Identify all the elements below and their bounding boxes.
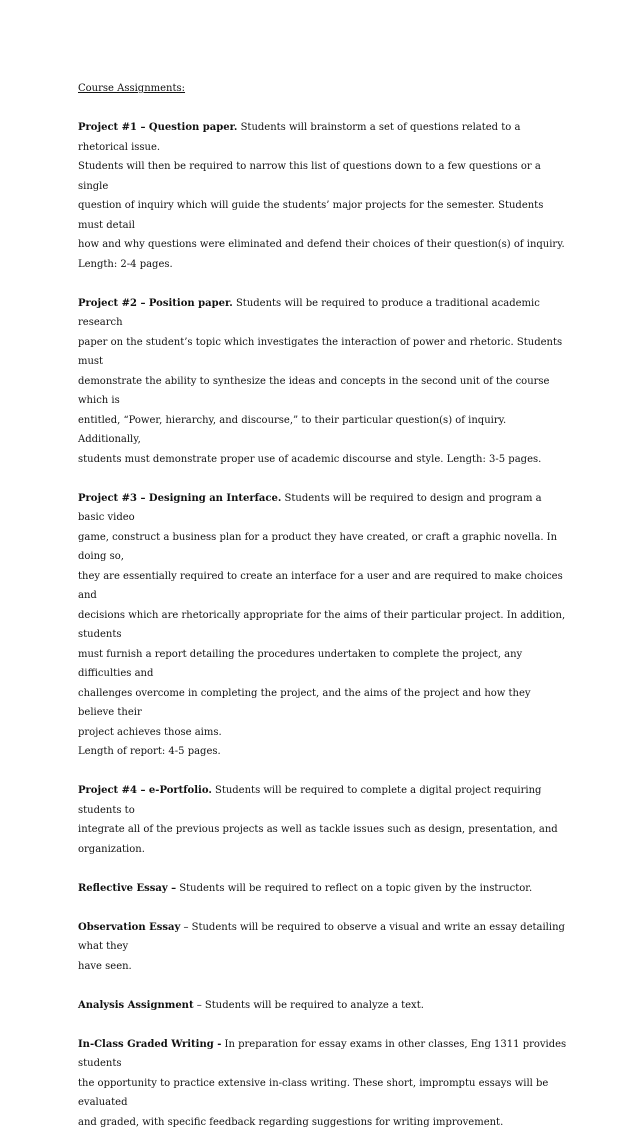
paragraph-line: Students will brainstorm a set of questions related to a rhetorical issue.	[78, 122, 520, 153]
paragraph-line: students must demonstrate proper use of academic discourse and style. Length: 3-5 pages.	[78, 454, 541, 465]
paragraph-line: project achieves those aims.	[78, 727, 222, 738]
paragraph-line: – Students will be required to observe a visual and write an essay detailing what they	[78, 922, 565, 953]
paragraph-project-2	[78, 294, 568, 470]
paragraph-line: Students will be required to complete a digital project requiring students to	[78, 785, 541, 816]
document-body	[78, 79, 568, 1132]
paragraph-line: Length of report: 4-5 pages.	[78, 746, 221, 757]
paragraph-line: decisions which are rhetorically appropriate for the aims of their particular project. In addition, students	[78, 610, 565, 641]
paragraph-line: Students will be required to design and program a basic video	[78, 493, 542, 524]
paragraph-line: Students will be required to reflect on a topic given by the instructor.	[176, 883, 532, 894]
paragraph-title: In-Class Graded Writing -	[78, 1039, 221, 1050]
paragraph-line: challenges overcome in completing the project, and the aims of the project and how they believe their	[78, 688, 531, 719]
paragraph-title: Analysis Assignment	[78, 1000, 194, 1011]
paragraph-line: Students will be required to produce a traditional academic research	[78, 298, 540, 329]
paragraph-project-1	[78, 118, 568, 274]
paragraph-line: entitled, “Power, hierarchy, and discourse,” to their particular question(s) of inquiry. Additionally,	[78, 415, 506, 446]
paragraph-line: Students will then be required to narrow this list of questions down to a few questions or a single	[78, 161, 541, 192]
paragraph-line: organization.	[78, 844, 145, 855]
paragraph-line: how and why questions were eliminated and defend their choices of their question(s) of inquiry.	[78, 239, 565, 250]
paragraph-reflective-essay	[78, 879, 568, 899]
paragraph-line: question of inquiry which will guide the students’ major projects for the semester. Students must detail	[78, 200, 543, 231]
paragraph-project-3	[78, 489, 568, 762]
paragraph-analysis-assignment	[78, 996, 568, 1016]
paragraph-in-class-writing	[78, 1035, 568, 1132]
paragraph-line: Length: 2-4 pages.	[78, 259, 173, 270]
paragraph-title: Reflective Essay –	[78, 883, 176, 894]
paragraph-title: Project #3 – Designing an Interface.	[78, 493, 281, 504]
paragraph-title: Project #2 – Position paper.	[78, 298, 233, 309]
section-heading: Course Assignments:	[78, 79, 568, 99]
paragraph-line: the opportunity to practice extensive in-class writing. These short, impromptu essays will be evaluated	[78, 1078, 548, 1109]
paragraph-observation-essay	[78, 918, 568, 977]
paragraph-line: In preparation for essay exams in other classes, Eng 1311 provides students	[78, 1039, 566, 1070]
paragraph-line: they are essentially required to create an interface for a user and are required to make choices and	[78, 571, 563, 602]
paragraph-title: Project #4 – e-Portfolio.	[78, 785, 212, 796]
paragraph-project-4	[78, 781, 568, 859]
paragraph-title: Project #1 – Question paper.	[78, 122, 237, 133]
paragraph-line: – Students will be required to analyze a text.	[194, 1000, 424, 1011]
paragraph-line: have seen.	[78, 961, 132, 972]
paragraph-line: must furnish a report detailing the procedures undertaken to complete the project, any difficulties and	[78, 649, 522, 680]
paragraph-line: and graded, with specific feedback regarding suggestions for writing improvement.	[78, 1117, 503, 1128]
paragraph-line: demonstrate the ability to synthesize the ideas and concepts in the second unit of the course which is	[78, 376, 549, 407]
paragraph-line: integrate all of the previous projects as well as tackle issues such as design, presentation, and	[78, 824, 558, 835]
paragraph-line: paper on the student’s topic which investigates the interaction of power and rhetoric. Students must	[78, 337, 562, 368]
paragraph-line: game, construct a business plan for a product they have created, or craft a graphic novella. In doing so,	[78, 532, 557, 563]
paragraph-title: Observation Essay	[78, 922, 180, 933]
